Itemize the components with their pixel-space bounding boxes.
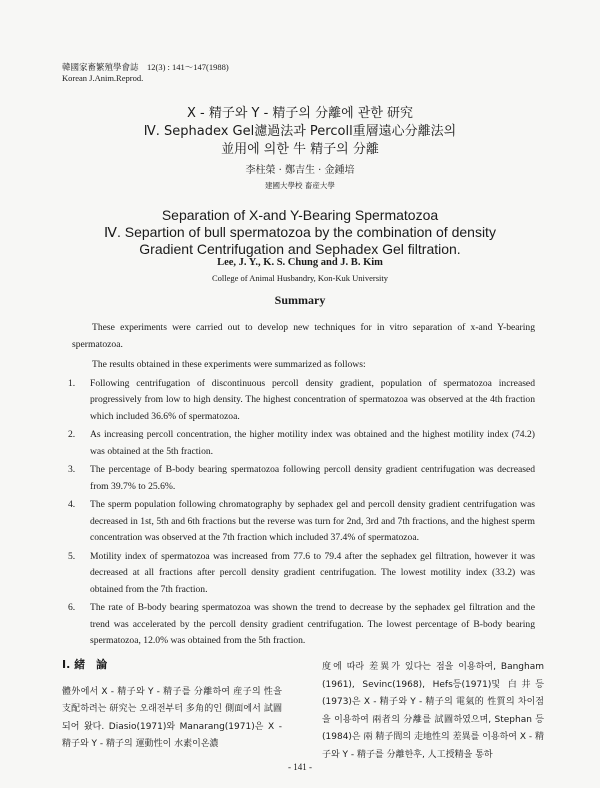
english-affiliation: College of Animal Husbandry, Kon-Kuk University: [211, 273, 389, 283]
intro-text-left: 體外에서 X - 精子와 Y - 精子를 分離하여 産子의 性을 支配하려는 研究는 오래전부터 多角的인 側面에서 試圖되어 왔다. Diasio(1971)와 Manarang(1971)은 X - 精子와 Y - 精子의 運動性이 水素이온濃: [62, 686, 282, 749]
item-number: 5.: [68, 550, 76, 562]
item-text: As increasing percoll concentration, the higher motility index was obtained and the highest motility index (74.2) was obtained at the 5th fraction.: [90, 429, 535, 457]
korean-title-line-2: Ⅳ. Sephadex Gel濾過法과 Percoll重層遠心分離法의: [143, 124, 457, 139]
intro-column-left: [62, 656, 282, 754]
section-heading-introduction: Ⅰ. 緒 論: [62, 658, 108, 671]
summary-body: [68, 320, 535, 652]
summary-intro: These experiments were carried out to develop new techniques for in vitro separation of x-and Y-bearing spermatozoa.: [72, 322, 535, 350]
summary-list: [68, 376, 535, 650]
summary-item: [68, 427, 535, 460]
english-authors: Lee, J. Y., K. S. Chung and J. B. Kim: [217, 257, 383, 268]
intro-column-right: [322, 659, 544, 764]
item-text: Motility index of spermatozoa was increased from 77.6 to 79.4 after the sephadex gel filtration, however it was decreased at all fractions after percoll density gradient centrifugation. The lowest motility index (33.2) was obtained from the 7th fraction.: [90, 550, 535, 595]
item-number: 1.: [68, 377, 76, 389]
item-text: The percentage of B-body bearing spermatozoa following percoll density gradient centrifugation was decreased from 39.7% to 25.6%.: [90, 464, 535, 492]
page-number: - 141 -: [288, 762, 312, 772]
item-number: 6.: [68, 602, 76, 613]
item-number: 2.: [68, 429, 76, 440]
intro-text-right: 度에 따라 差異가 있다는 점을 이용하여, Bangham (1961), Sevinc(1968), Hefs등(1971)및 白井등 (1973)은 X - 精子와 Y - 精子의 電氣的 性質의 차이점을 이용하여 兩者의 分離를 試圖하였으며, Stephan 등(1984)은 兩 精子間의 走地性의 差異를 이용하여 X - 精子와 Y - 精子를 分離한후, 人工授精을 통하: [322, 662, 544, 760]
summary-item: [68, 549, 535, 599]
english-title-line-3: Gradient Centrifugation and Sephadex Gel filtration.: [139, 241, 461, 257]
item-text: Following centrifugation of discontinuous percoll density gradient, population of spermatozoa increased progressively from low to high density. The highest concentration of spermatozoa was observed at the 4th fraction which included 36.6% of spermatozoa.: [90, 377, 535, 422]
summary-intro-2: The results obtained in these experiments were summarized as follows:: [92, 359, 366, 370]
korean-title-line-1: X - 精子와 Y - 精子의 分離에 관한 研究: [186, 106, 414, 121]
korean-affiliation: 建國大學校 畜産大學: [265, 181, 335, 190]
summary-item: [68, 376, 535, 426]
item-text: The sperm population following chromatography by sephadex gel and percoll density gradient centrifugation was decreased in 1st, 5th and 6th fractions but the reverse was turn for 2nd, 3rd and 7th fractions, and the highest sperm concentration was observed at the 7th fraction which included 37.4% of spermatozoa.: [90, 499, 535, 543]
korean-authors: 李柱榮 · 鄭吉生 · 金鍾培: [245, 165, 355, 176]
english-title-line-2: Ⅳ. Separtion of bull spermatozoa by the combination of density: [104, 224, 496, 240]
journal-line-2: Korean J.Anim.Reprod.: [62, 73, 144, 83]
journal-line-1: 韓國家畜繁殖學會誌 12(3) : 141～147(1988): [62, 62, 229, 72]
item-text: The rate of B-body bearing spermatozoa was shown the trend to decrease by the sephadex gel filtration and the trend was accelerated by the percoll density gradient centrifugation. The lowest percentage of B-body bearing spermatozoa, 12.0% was obtained from the 5th fraction.: [90, 602, 535, 646]
korean-title-line-3: 並用에 의한 牛 精子의 分離: [221, 142, 379, 157]
summary-item: [68, 462, 535, 495]
journal-citation: [62, 62, 229, 84]
summary-item: [68, 600, 535, 650]
english-title-line-1: Separation of X-and Y-Bearing Spermatozoa: [161, 207, 439, 223]
summary-item: [68, 497, 535, 547]
item-number: 3.: [68, 464, 76, 475]
summary-heading: Summary: [274, 293, 326, 307]
item-number: 4.: [68, 499, 76, 510]
